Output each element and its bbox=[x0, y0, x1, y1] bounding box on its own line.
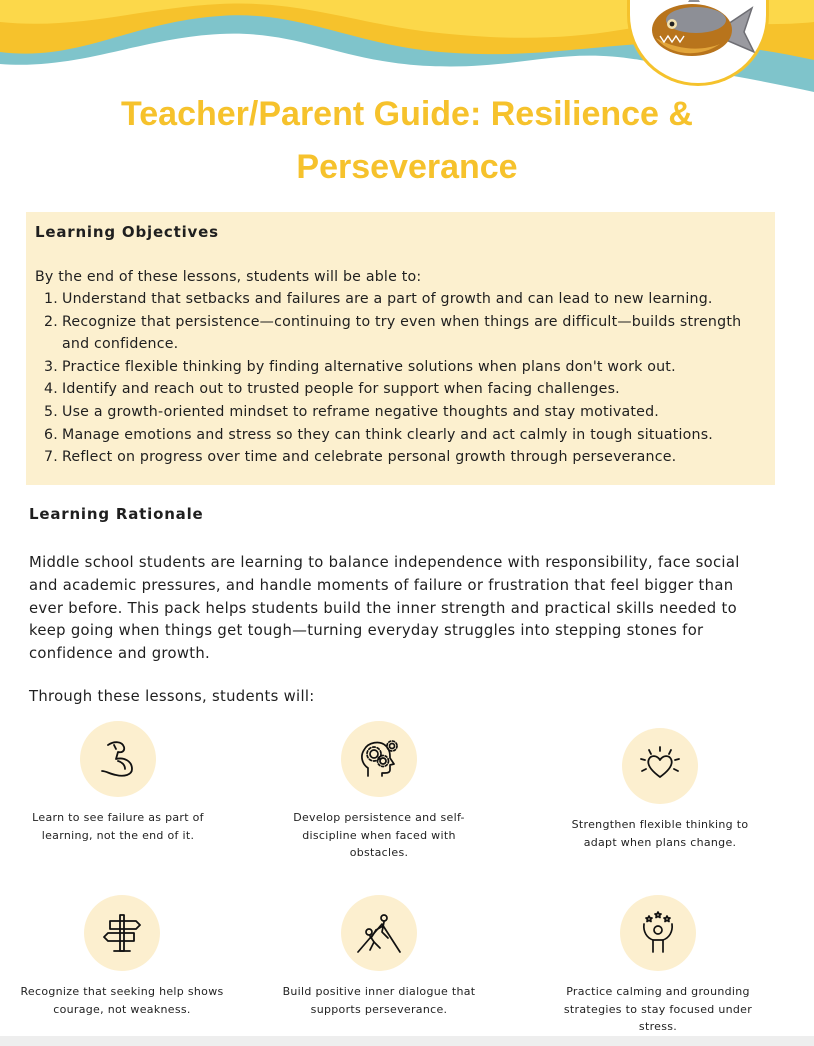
objectives-heading: Learning Objectives bbox=[35, 223, 219, 241]
list-item-number: 2. bbox=[44, 313, 58, 330]
list-item-text: Manage emotions and stress so they can think clearly and act calmly in tough situations. bbox=[62, 426, 714, 443]
page-title-line2: Perseverance bbox=[296, 148, 518, 186]
list-item bbox=[44, 424, 766, 447]
outcome-card-flexible-thinking bbox=[555, 728, 765, 851]
list-item-number: 1. bbox=[44, 291, 58, 307]
list-item bbox=[44, 356, 766, 379]
radiant-heart-icon bbox=[635, 741, 685, 791]
list-item-number: 5. bbox=[44, 403, 58, 420]
outcome-card-calming bbox=[553, 895, 763, 1036]
list-item bbox=[44, 446, 766, 469]
list-item-text: Understand that setbacks and failures are a part of growth and can lead to new learning. bbox=[62, 291, 713, 307]
rationale-heading: Learning Rationale bbox=[29, 505, 204, 523]
icon-circle bbox=[341, 721, 417, 797]
list-item-number: 7. bbox=[44, 449, 58, 466]
learning-objectives-panel bbox=[26, 212, 775, 485]
card-text: Recognize that seeking help shows courage, not weakness. bbox=[20, 985, 224, 1016]
card-text: Develop persistence and self-discipline when faced with obstacles. bbox=[293, 811, 465, 859]
outcome-card-failure bbox=[13, 721, 223, 844]
head-gears-icon bbox=[354, 734, 404, 784]
card-text: Build positive inner dialogue that supports perseverance. bbox=[282, 985, 476, 1016]
flexed-arm-icon bbox=[94, 735, 142, 783]
outcome-card-inner-dialogue bbox=[274, 895, 484, 1018]
page-title-line1: Teacher/Parent Guide: Resilience & bbox=[121, 95, 693, 133]
icon-circle bbox=[620, 895, 696, 971]
climbing-help-icon bbox=[354, 908, 404, 958]
list-item-text: Recognize that persistence—continuing to try even when things are difficult—builds strength and confidence. bbox=[62, 313, 742, 353]
objectives-list bbox=[35, 288, 766, 469]
list-item-text: Identify and reach out to trusted people for support when facing challenges. bbox=[62, 381, 620, 398]
page-bottom-edge bbox=[0, 1036, 814, 1046]
through-lessons-text: Through these lessons, students will: bbox=[29, 688, 315, 705]
card-text: Practice calming and grounding strategies to stay focused under stress. bbox=[563, 985, 753, 1033]
cheering-person-stars-icon bbox=[633, 908, 683, 958]
objectives-intro: By the end of these lessons, students will be able to: bbox=[35, 269, 422, 285]
list-item bbox=[44, 311, 766, 356]
list-item bbox=[44, 378, 766, 401]
list-item bbox=[44, 401, 766, 424]
page-title bbox=[0, 88, 814, 194]
icon-circle bbox=[341, 895, 417, 971]
rationale-body: Middle school students are learning to balance independence with responsibility, face social and academic pressures, and handle moments of failure or frustration that feel bigger than ever before. This pack helps students build the inner strength and practical skills needed to keep going when things get tough—turning everyday struggles into stepping stones for confidence and growth. bbox=[29, 554, 740, 663]
outcome-card-persistence bbox=[274, 721, 484, 862]
list-item-text: Use a growth-oriented mindset to reframe negative thoughts and stay motivated. bbox=[62, 403, 659, 420]
list-item bbox=[44, 288, 766, 311]
list-item-number: 3. bbox=[44, 358, 58, 375]
list-item-number: 6. bbox=[44, 426, 58, 443]
list-item-text: Reflect on progress over time and celebrate personal growth through perseverance. bbox=[62, 449, 677, 466]
signpost-icon bbox=[98, 909, 146, 957]
outcome-card-seeking-help bbox=[17, 895, 227, 1018]
list-item-text: Practice flexible thinking by finding alternative solutions when plans don't work out. bbox=[62, 358, 676, 375]
list-item-number: 4. bbox=[44, 381, 58, 398]
card-text: Learn to see failure as part of learning, not the end of it. bbox=[32, 811, 204, 842]
icon-circle bbox=[80, 721, 156, 797]
icon-circle bbox=[84, 895, 160, 971]
card-text: Strengthen flexible thinking to adapt when plans change. bbox=[571, 818, 749, 849]
icon-circle bbox=[622, 728, 698, 804]
